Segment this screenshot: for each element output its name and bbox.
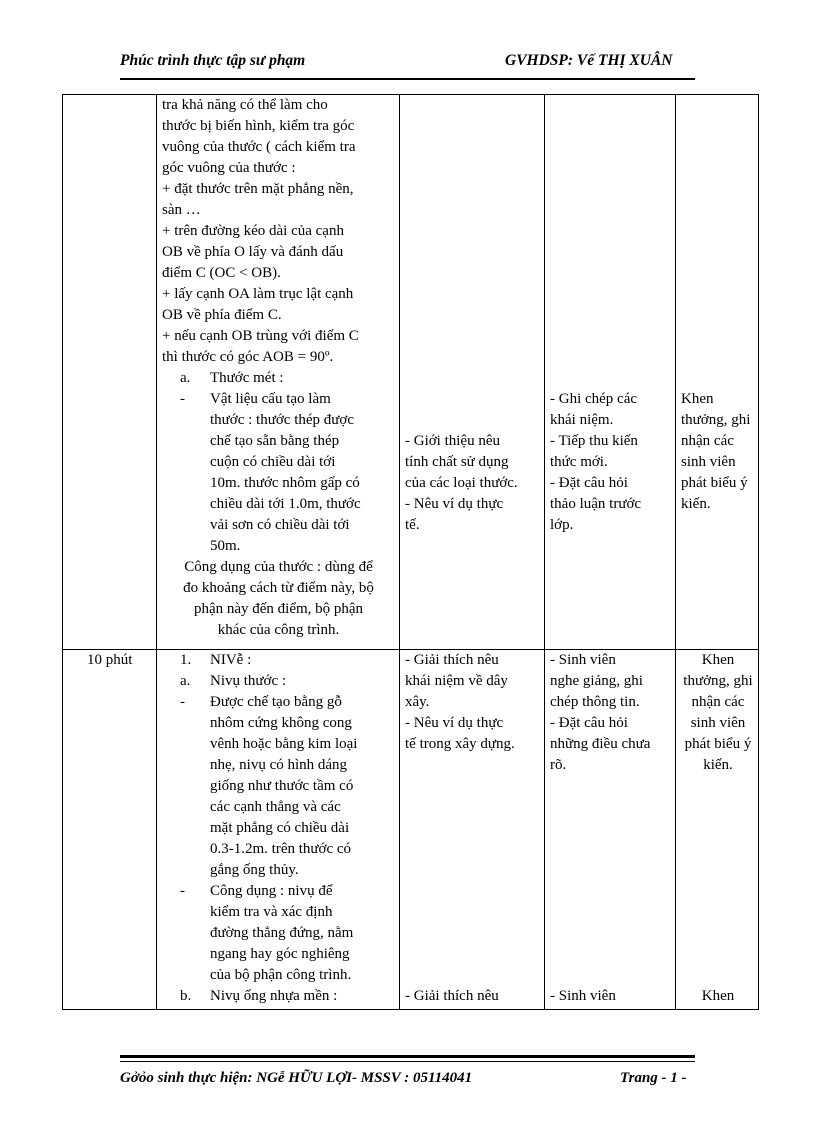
text-line: - Tiếp thu kiến [550,433,638,449]
content-cell [157,650,400,1010]
text-line: thảo luận trước [550,496,642,512]
time-cell [63,95,157,650]
text-line: cuộn có chiều dài tới [210,454,336,470]
text-line: + trên đường kéo dài của cạnh [162,223,344,239]
text-line: thước : thước thép được [210,412,354,428]
text-line: - Nêu ví dụ thực [405,715,504,731]
footer-rule-thin [120,1061,695,1062]
content-cell [157,95,400,650]
student-activity-cell: - Sinh viên nghe giảng, ghi chép thông tin. - Đặt câu hỏi những điều chưa rõ. - Sinh viên [545,650,676,1010]
text-line: phát biểu ý [681,475,748,491]
text-line: các cạnh thẳng và các [210,799,341,815]
text-line: - Sinh viên [550,652,616,668]
text-line: nhận các [681,433,734,449]
text-line: 50m. [210,538,241,554]
text-line: phận này đến điểm, bộ phận [193,601,364,617]
text-line: sinh viên [690,715,746,731]
text-line: vuông của thước ( cách kiểm tra [162,139,356,155]
text-line: chép thông tin. [550,694,640,710]
table-row [63,650,759,1010]
text-line: sàn … [162,202,201,218]
teacher-activity-cell: - Giải thích nêu khái niệm về dây xây. - Nêu ví dụ thực tế trong xây dựng. - Giải thích nêu [400,650,545,1010]
dash-item: - Vật liệu cấu tạo làm thước : thước thép được chế tạo sẵn bằng thép cuộn có chiều dài tới 10m. thước nhôm gấp có chiều dài tới 1.0m, thước vải sơn có chiều dài tới 50m. [162,389,395,557]
text-line: + nếu cạnh OB trùng với điểm C [162,328,359,344]
text-line: thưởng, ghi [681,412,751,428]
text-line: - Đặt câu hỏi [550,475,628,491]
text-line: đo khoảng cách từ điểm này, bộ [183,580,374,596]
text-line: 10m. thước nhôm gấp có [210,475,360,491]
text-line: của các loại thước. [405,475,518,491]
text-line: Được chế tạo bằng gỗ [210,694,342,710]
text-line: nghe giảng, ghi [550,673,643,689]
text-line: OB về phía điểm C. [162,307,282,323]
text-line: OB về phía O lấy và đánh dấu [162,244,344,260]
text-line: mặt phẳng có chiều dài [210,820,350,836]
text-line: lớp. [550,517,574,533]
text-line: Công dụng : nivụ để [210,883,333,899]
list-item-1: 1. NIVễ : [180,652,252,668]
list-item-a: a. Nivụ thước : [180,673,287,689]
text-line: rõ. [550,757,567,773]
text-line: - Nêu ví dụ thực [405,496,504,512]
list-item-a: a. Thước mét : [180,370,284,386]
teacher-activity-cell [400,95,545,650]
text-line: chế tạo sẵn bằng thép [210,433,340,449]
text-line: tế. [405,517,420,533]
student-activity-cell [545,95,676,650]
text-line: gắng ống thủy. [210,862,299,878]
list-item-b: b. Nivụ ống nhựa mền : [180,988,338,1004]
text-line: nhôm cứng không cong [210,715,352,731]
lesson-plan-table [62,94,759,1010]
text-line: nhận các [691,694,745,710]
text-line: giống như thước tầm có [210,778,354,794]
text-line: + lấy cạnh OA làm trục lật cạnh [162,286,354,302]
header-supervisor: GVHDSP: Vế THỊ XUÂN [505,52,673,69]
text-line: Khen [681,391,714,407]
text-line: chiều dài tới 1.0m, thước [210,496,361,512]
text-line: tế trong xây dựng. [405,736,515,752]
text-line: Vật liệu cấu tạo làm [210,391,331,407]
text-line: thước bị biến hình, kiểm tra góc [162,118,355,134]
text-line: khác của công trình. [217,622,340,638]
footer-rule [120,1055,695,1058]
text-line: đường thẳng đứng, nằm [210,925,354,941]
text-line: + đặt thước trên mặt phẳng nền, [162,181,354,197]
text-line: - Ghi chép các [550,391,638,407]
evaluation-cell: Khen thưởng, ghi nhận các sinh viên phát biểu ý kiến. Khen [676,650,759,1010]
text-line: Công dụng của thước : dùng để [184,559,373,575]
text-line: - Đặt câu hỏi [550,715,628,731]
text-line: của bộ phận công trình. [210,967,352,983]
text-line: thì thước có góc AOB = 90º. [162,349,334,365]
page-number: Trang - 1 - [620,1070,687,1086]
text-line: thức mới. [550,454,608,470]
table-row [63,95,759,650]
text-line: tính chất sử dụng [405,454,509,470]
header-rule [120,78,695,80]
text-line: khái niệm. [550,412,614,428]
text-line: thưởng, ghi [683,673,753,689]
text-line: kiểm tra và xác định [210,904,333,920]
evaluation-cell [676,95,759,650]
text-line: khái niệm về dây [405,673,508,689]
text-line: kiến. [681,496,711,512]
text-line: vênh hoặc bằng kim loại [210,736,358,752]
text-line: những điều chưa [550,736,651,752]
text-line: nhẹ, nivụ có hình dáng [210,757,348,773]
text-line: kiến. [703,757,733,773]
text-line: - Giải thích nêu [405,652,499,668]
text-line: Khen [701,652,735,668]
time-cell: 10 phút [63,650,157,1010]
text-line: vải sơn có chiều dài tới [210,517,350,533]
text-line: phát biểu ý [684,736,752,752]
text-line: xây. [405,694,430,710]
footer-author: Gởỏo sinh thực hiện: NGễ HỮU LỢI- MSSV : 05114041 [120,1070,473,1086]
text-line: - Giới thiệu nêu [405,433,500,449]
header-title: Phúc trình thực tập sư phạm [120,52,306,69]
dash-item: - Công dụng : nivụ để kiểm tra và xác định đường thẳng đứng, nằm ngang hay góc nghiêng của bộ phận công trình. [162,881,395,986]
text-line: 0.3-1.2m. trên thước có [210,841,352,857]
text-line: tra khả năng có thể làm cho [162,97,328,113]
text-line: sinh viên [681,454,736,470]
text-line: điểm C (OC < OB). [162,265,281,281]
dash-item: - Được chế tạo bằng gỗ nhôm cứng không cong vênh hoặc bằng kim loại nhẹ, nivụ có hình dáng giống như thước tầm có các cạnh thẳng và các mặt phẳng có chiều dài 0.3-1.2m. trên thước có gắng ống thủy. [162,692,395,881]
text-line: ngang hay góc nghiêng [210,946,350,962]
text-line: góc vuông của thước : [162,160,296,176]
